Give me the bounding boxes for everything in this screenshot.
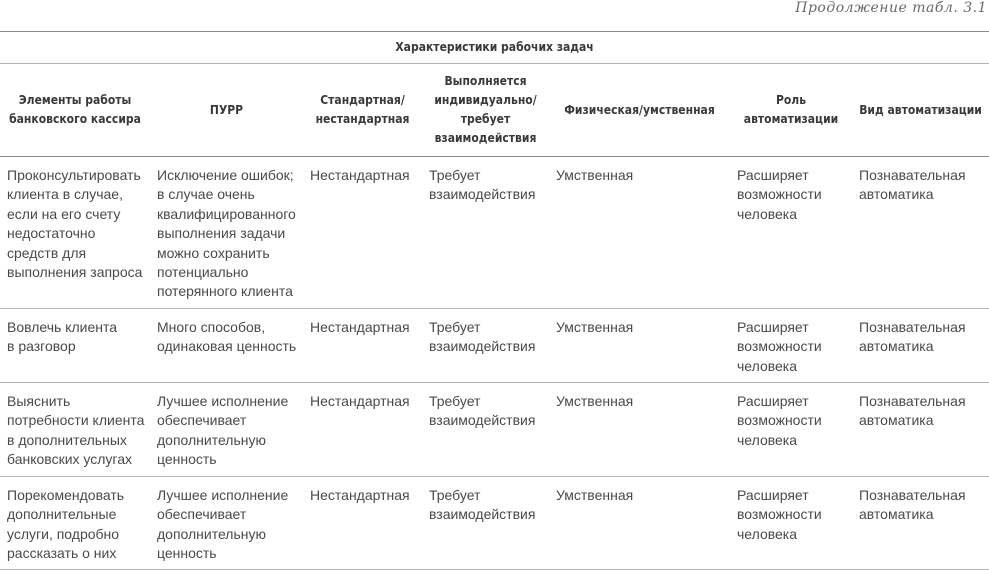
header-work-elements bbox=[0, 64, 150, 157]
cell-individual bbox=[422, 476, 549, 570]
text-line: человека bbox=[737, 525, 798, 542]
text-line: Роль bbox=[775, 93, 807, 107]
cell-work-element bbox=[0, 476, 150, 570]
text-line: автоматика bbox=[859, 506, 934, 523]
text-line: нестандартная bbox=[315, 112, 410, 126]
text-line: Познавательная bbox=[859, 318, 966, 335]
cell-work-element bbox=[0, 383, 150, 477]
text-line: Расширяет bbox=[737, 167, 809, 183]
text-line: требует bbox=[460, 112, 511, 126]
group-header-row bbox=[0, 32, 989, 64]
cell-automation-type bbox=[852, 476, 989, 570]
text-line: человека bbox=[737, 357, 798, 374]
table-caption: Продолжение табл. 3.1 bbox=[795, 0, 987, 16]
text-line: Стандартная/ bbox=[320, 93, 405, 107]
column-header-row bbox=[0, 64, 989, 157]
text-line: в случае очень bbox=[157, 186, 255, 203]
text-line: Расширяет bbox=[737, 318, 809, 335]
text-line: если на его счету bbox=[7, 205, 121, 222]
text-line: Познавательная bbox=[859, 486, 966, 503]
text-line: Лучшее исполнение bbox=[157, 486, 289, 503]
text-line: дополнительную bbox=[157, 431, 267, 448]
text-line: ПУРР bbox=[209, 102, 244, 117]
text-line: автоматизации bbox=[743, 112, 839, 126]
text-line: возможности bbox=[737, 338, 822, 355]
cell-automation-type bbox=[852, 383, 989, 477]
cell-automation-role bbox=[730, 476, 852, 570]
text-line: услуги, подробно bbox=[7, 525, 120, 542]
text-line: банковских услугах bbox=[7, 451, 132, 468]
cell-work-element bbox=[0, 308, 150, 382]
table-row bbox=[0, 476, 989, 570]
text-line: Порекомендовать bbox=[7, 486, 125, 503]
table-row bbox=[0, 308, 989, 382]
cell-work-element bbox=[0, 157, 150, 309]
text-line: дополнительную bbox=[157, 525, 267, 542]
text-line: в дополнительных bbox=[7, 431, 127, 448]
cell-physical-mental bbox=[549, 308, 730, 382]
text-line: Умственная bbox=[556, 318, 634, 335]
text-line: Нестандартная bbox=[310, 167, 410, 183]
cell-standard bbox=[303, 157, 422, 309]
text-line: человека bbox=[737, 205, 798, 222]
cell-purr bbox=[150, 308, 303, 382]
text-line: автоматика bbox=[859, 412, 934, 429]
cell-standard bbox=[303, 476, 422, 570]
text-line: Умственная bbox=[556, 167, 634, 183]
cell-standard bbox=[303, 308, 422, 382]
text-line: взаимодействия bbox=[434, 131, 537, 145]
text-line: взаимодействия bbox=[429, 412, 536, 429]
text-line: Познавательная bbox=[859, 167, 966, 183]
header-individual bbox=[422, 64, 549, 157]
text-line: Умственная bbox=[556, 486, 634, 503]
text-line: Вовлечь клиента bbox=[7, 318, 118, 335]
header-automation-type bbox=[852, 64, 989, 157]
text-line: Нестандартная bbox=[310, 486, 410, 503]
text-line: Выполняется bbox=[444, 74, 527, 88]
text-line: возможности bbox=[737, 186, 822, 203]
text-line: банковского кассира bbox=[9, 112, 141, 126]
text-line: индивидуально/ bbox=[434, 93, 537, 107]
cell-purr bbox=[150, 157, 303, 309]
text-line: Нестандартная bbox=[310, 318, 410, 335]
text-line: ценность bbox=[157, 544, 217, 561]
cell-individual bbox=[422, 157, 549, 309]
cell-standard bbox=[303, 383, 422, 477]
text-line: Вид автоматизации bbox=[859, 102, 982, 117]
text-line: обеспечивает bbox=[157, 412, 247, 429]
header-automation-role bbox=[730, 64, 852, 157]
table-row bbox=[0, 383, 989, 477]
text-line: Требует bbox=[429, 393, 481, 410]
text-line: Требует bbox=[429, 486, 481, 503]
text-line: Лучшее исполнение bbox=[157, 393, 289, 410]
text-line: Много способов, bbox=[157, 318, 266, 335]
text-line: Расширяет bbox=[737, 486, 809, 503]
text-line: Проконсультировать bbox=[7, 167, 141, 183]
table-body bbox=[0, 157, 989, 570]
text-line: недостаточно bbox=[7, 225, 96, 242]
header-standard bbox=[303, 64, 422, 157]
text-line: взаимодействия bbox=[429, 186, 536, 203]
text-line: автоматика bbox=[859, 338, 934, 355]
text-line: квалифицированного bbox=[157, 205, 296, 222]
text-line: в разговор bbox=[7, 338, 76, 355]
text-line: можно сохранить bbox=[157, 244, 270, 261]
cell-physical-mental bbox=[549, 383, 730, 477]
group-header: Характеристики рабочих задач bbox=[0, 32, 989, 64]
text-line: клиента в случае, bbox=[7, 186, 123, 203]
text-line: Требует bbox=[429, 167, 481, 183]
text-line: Элементы работы bbox=[18, 93, 132, 107]
task-characteristics-table bbox=[0, 31, 989, 570]
cell-automation-type bbox=[852, 157, 989, 309]
text-line: возможности bbox=[737, 412, 822, 429]
cell-individual bbox=[422, 383, 549, 477]
text-line: потерянного клиента bbox=[157, 283, 293, 300]
cell-purr bbox=[150, 383, 303, 477]
cell-automation-role bbox=[730, 157, 852, 309]
text-line: Выяснить bbox=[7, 393, 71, 410]
text-line: взаимодействия bbox=[429, 338, 536, 355]
text-line: выполнения запроса bbox=[7, 264, 143, 281]
text-line: потребности клиента bbox=[7, 412, 145, 429]
text-line: потенциально bbox=[157, 264, 249, 281]
table-row bbox=[0, 157, 989, 309]
text-line: возможности bbox=[737, 506, 822, 523]
text-line: Физическая/умственная bbox=[564, 102, 715, 117]
text-line: одинаковая ценность bbox=[157, 338, 297, 355]
text-line: Исключение ошибок; bbox=[157, 167, 294, 183]
text-line: Требует bbox=[429, 318, 481, 335]
table-header bbox=[0, 32, 989, 157]
cell-physical-mental bbox=[549, 157, 730, 309]
text-line: взаимодействия bbox=[429, 506, 536, 523]
text-line: Расширяет bbox=[737, 393, 809, 410]
text-line: средств для bbox=[7, 244, 87, 261]
header-physical-mental bbox=[549, 64, 730, 157]
header-purr bbox=[150, 64, 303, 157]
cell-automation-role bbox=[730, 308, 852, 382]
text-line: Нестандартная bbox=[310, 393, 410, 410]
cell-automation-type bbox=[852, 308, 989, 382]
cell-individual bbox=[422, 308, 549, 382]
text-line: Умственная bbox=[556, 393, 634, 410]
text-line: выполнения задачи bbox=[157, 225, 286, 242]
cell-physical-mental bbox=[549, 476, 730, 570]
text-line: рассказать о них bbox=[7, 544, 117, 561]
text-line: обеспечивает bbox=[157, 506, 247, 523]
cell-automation-role bbox=[730, 383, 852, 477]
text-line: автоматика bbox=[859, 186, 934, 203]
text-line: Познавательная bbox=[859, 393, 966, 410]
text-line: дополнительные bbox=[7, 506, 117, 523]
text-line: человека bbox=[737, 431, 798, 448]
text-line: ценность bbox=[157, 451, 217, 468]
cell-purr bbox=[150, 476, 303, 570]
